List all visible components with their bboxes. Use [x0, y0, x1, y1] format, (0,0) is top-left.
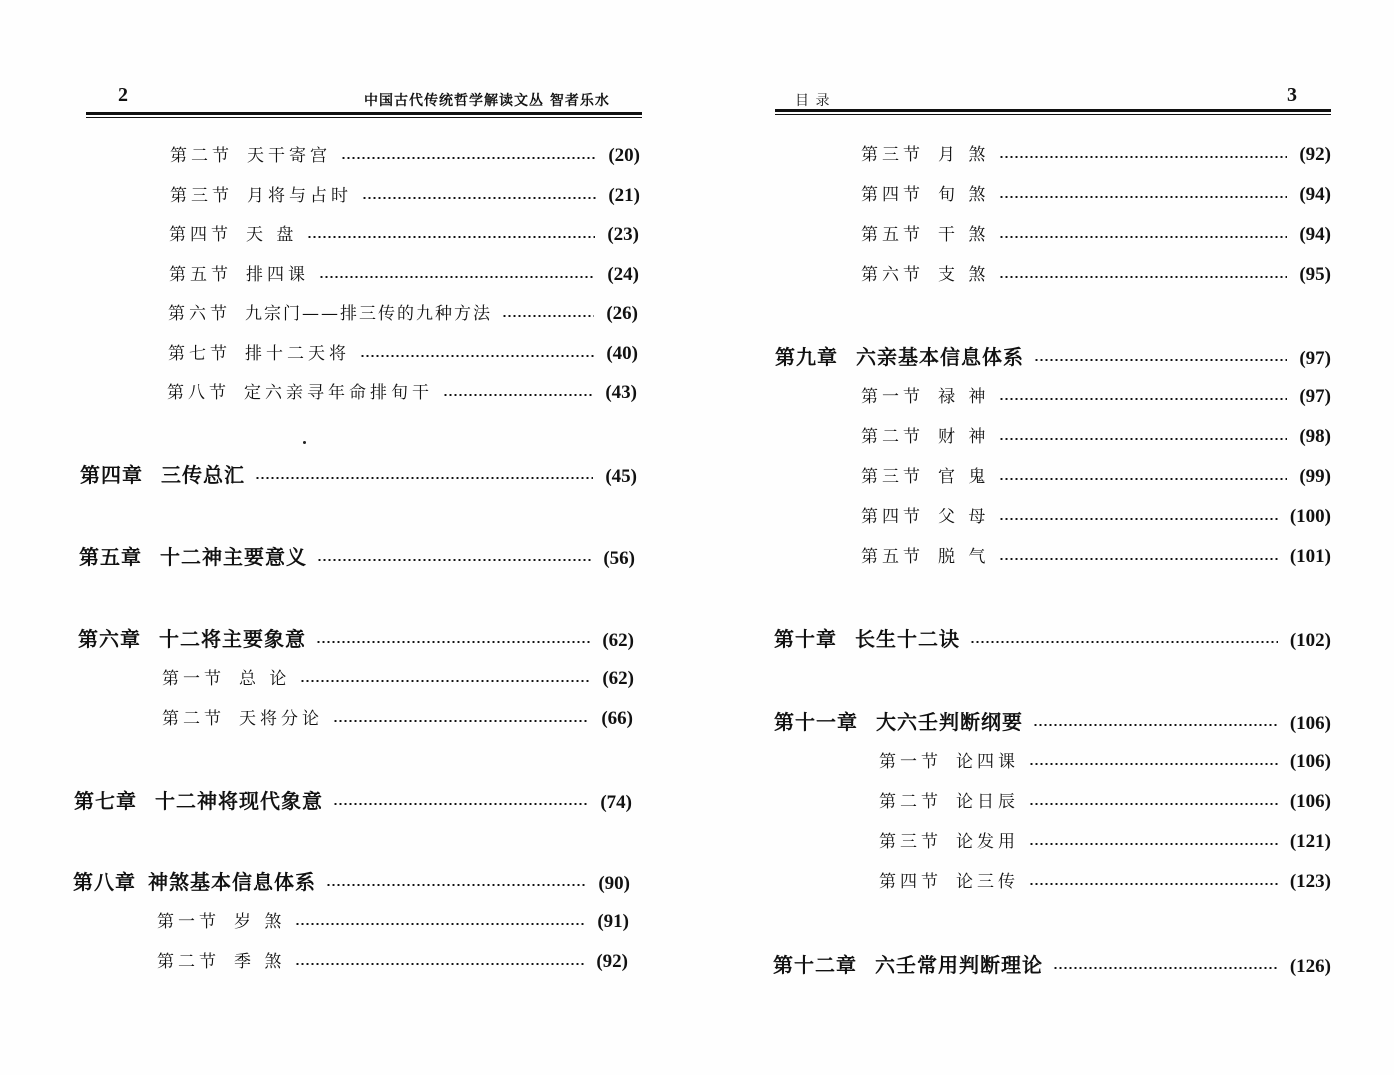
toc-entry[interactable]: [167, 378, 637, 404]
toc-page-number: (126): [1289, 956, 1331, 977]
dot-leader: [502, 315, 594, 317]
toc-label: 第二节: [157, 952, 220, 972]
toc-label: 第一节: [162, 669, 225, 689]
dot-leader: [255, 477, 593, 479]
toc-page-number: (62): [602, 668, 634, 689]
toc-title: 六亲基本信息体系: [856, 345, 1024, 369]
dot-leader: [1034, 359, 1287, 361]
toc-label: 第四节: [861, 185, 924, 205]
toc-entry[interactable]: [879, 747, 1331, 773]
toc-chapter[interactable]: [774, 623, 1331, 652]
toc-chapter[interactable]: [80, 459, 637, 488]
toc-page-number: (100): [1289, 506, 1331, 527]
toc-title: 季 煞: [234, 952, 286, 972]
toc-label: 第三节: [170, 186, 233, 206]
toc-label: 第十章: [774, 627, 837, 651]
dot-leader: [362, 197, 596, 199]
dot-leader: [999, 276, 1287, 278]
toc-label: 第二节: [861, 427, 924, 447]
toc-chapter[interactable]: [773, 949, 1331, 978]
toc-label: 第七章: [74, 789, 137, 813]
dot-leader: [341, 157, 596, 159]
toc-title: 支 煞: [938, 265, 990, 285]
toc-title: 排四课: [246, 265, 309, 285]
toc-page-number: (106): [1289, 791, 1331, 812]
toc-title: 排十二天将: [245, 344, 350, 364]
toc-chapter[interactable]: [74, 785, 632, 814]
dot-leader: [999, 156, 1287, 158]
toc-entry[interactable]: [879, 787, 1331, 813]
dot-leader: [295, 963, 584, 965]
toc-page-number: (97): [1299, 386, 1331, 407]
toc-entry[interactable]: [879, 867, 1331, 893]
dot-leader: [999, 478, 1287, 480]
toc-page-number: (123): [1289, 871, 1331, 892]
toc-label: 第三节: [861, 145, 924, 165]
toc-title: 天干寄宫: [247, 146, 331, 166]
toc-page-number: (99): [1299, 466, 1331, 487]
dot-leader: [333, 720, 589, 722]
toc-page-number: (62): [602, 630, 634, 651]
toc-title: 父 母: [938, 507, 990, 527]
toc-chapter[interactable]: [79, 541, 635, 570]
toc-label: 第二节: [879, 792, 942, 812]
dot-leader: [443, 394, 593, 396]
toc-title: 论日辰: [956, 792, 1019, 812]
toc-entry[interactable]: [169, 260, 639, 286]
toc-label: 第八节: [167, 383, 230, 403]
toc-title: 十二神主要意义: [160, 545, 307, 569]
toc-entry[interactable]: [169, 220, 639, 246]
toc-title: 官 鬼: [938, 467, 990, 487]
toc-label: 第七节: [168, 344, 231, 364]
dot-leader: [999, 196, 1287, 198]
toc-title: 脱 气: [938, 547, 990, 567]
toc-entry[interactable]: [861, 542, 1331, 568]
toc-label: 第九章: [775, 345, 838, 369]
toc-label: 第四节: [879, 872, 942, 892]
toc-label: 第五节: [861, 225, 924, 245]
toc-title: 十二将主要象意: [159, 627, 306, 651]
toc-page-number: (26): [606, 303, 638, 324]
dot-leader: [999, 398, 1287, 400]
header-rule: [775, 109, 1331, 112]
toc-page-number: (24): [607, 264, 639, 285]
toc-page-number: (92): [1299, 144, 1331, 165]
toc-page-number: (94): [1299, 184, 1331, 205]
toc-entry[interactable]: [861, 382, 1331, 408]
toc-label: 第二节: [170, 146, 233, 166]
toc-entry[interactable]: [861, 260, 1331, 286]
toc-title: 旬 煞: [938, 185, 990, 205]
dot-leader: [326, 884, 586, 886]
toc-title: 论四课: [956, 752, 1019, 772]
toc-label: 第五节: [861, 547, 924, 567]
dot-leader: [1029, 763, 1278, 765]
toc-page-number: (74): [600, 792, 632, 813]
toc-entry[interactable]: [157, 947, 628, 973]
toc-title: 禄 神: [938, 387, 990, 407]
toc-page-number: (95): [1299, 264, 1331, 285]
dot-leader: [319, 276, 595, 278]
dot-leader: [300, 680, 590, 682]
toc-page-number: (102): [1289, 630, 1331, 651]
toc-entry[interactable]: [162, 704, 633, 730]
toc-title: 定六亲寻年命排旬干: [244, 383, 433, 403]
toc-label: 第八章: [73, 870, 136, 894]
toc-page-number: (56): [603, 548, 635, 569]
running-header: 中国古代传统哲学解读文丛 智者乐水: [364, 93, 610, 109]
header-rule-thin: [775, 114, 1331, 115]
toc-page-number: (66): [601, 708, 633, 729]
toc-entry[interactable]: [861, 462, 1331, 488]
dot-leader: [307, 236, 595, 238]
dot-leader: [295, 923, 585, 925]
toc-entry[interactable]: [170, 181, 640, 207]
toc-title: 论发用: [956, 832, 1019, 852]
toc-chapter[interactable]: [775, 341, 1331, 370]
toc-page-number: (98): [1299, 426, 1331, 447]
toc-page-number: (91): [597, 911, 629, 932]
toc-chapter[interactable]: [774, 706, 1331, 735]
dot-leader: [999, 558, 1277, 560]
toc-title: 十二神将现代象意: [155, 789, 323, 813]
toc-entry[interactable]: [168, 339, 638, 365]
toc-page-number: (43): [605, 382, 637, 403]
toc-label: 第十二章: [773, 953, 857, 977]
toc-entry[interactable]: [861, 220, 1331, 246]
toc-page-number: (40): [606, 343, 638, 364]
toc-title: 九宗门——排三传的九种方法: [245, 304, 492, 324]
toc-label: 第一节: [157, 912, 220, 932]
toc-label: 第五节: [169, 265, 232, 285]
toc-title: 六壬常用判断理论: [875, 953, 1043, 977]
toc-page-number: (121): [1289, 831, 1331, 852]
toc-page-number: (97): [1299, 348, 1331, 369]
dot-leader: [999, 438, 1287, 440]
toc-label: 第六章: [78, 627, 141, 651]
toc-page-number: (94): [1299, 224, 1331, 245]
toc-label: 第六节: [861, 265, 924, 285]
dot-leader: [1033, 724, 1278, 726]
toc-entry[interactable]: [168, 299, 638, 325]
toc-label: 第三节: [861, 467, 924, 487]
toc-entry[interactable]: [879, 827, 1331, 853]
toc-page-number: (106): [1289, 751, 1331, 772]
right-page: [697, 0, 1394, 1075]
dot-leader: [999, 518, 1277, 520]
toc-page-number: (45): [605, 466, 637, 487]
toc-page-number: (92): [596, 951, 628, 972]
toc-page-number: (21): [608, 185, 640, 206]
toc-page-number: (90): [598, 873, 630, 894]
header-rule: [86, 112, 642, 115]
toc-title: 天将分论: [239, 709, 323, 729]
toc-page-number: (101): [1289, 546, 1331, 567]
toc-chapter[interactable]: [73, 866, 630, 895]
toc-title: 神煞基本信息体系: [148, 870, 316, 894]
toc-title: 月 煞: [938, 145, 990, 165]
toc-entry[interactable]: [861, 422, 1331, 448]
dot-leader: [360, 355, 594, 357]
dot-leader: [1029, 883, 1278, 885]
toc-title: 三传总汇: [161, 463, 245, 487]
toc-label: 第六节: [168, 304, 231, 324]
toc-entry[interactable]: [861, 140, 1331, 166]
dot-leader: [317, 559, 591, 561]
toc-label: 第十一章: [774, 710, 858, 734]
page-number: 2: [118, 84, 128, 106]
toc-entry[interactable]: [157, 907, 629, 933]
dot-leader: [970, 641, 1278, 643]
dot-leader: [1029, 843, 1278, 845]
toc-title: 论三传: [956, 872, 1019, 892]
toc-label: 第四章: [80, 463, 143, 487]
toc-title: 天 盘: [246, 225, 298, 245]
toc-page-number: (106): [1289, 713, 1331, 734]
running-header: 目 录: [795, 93, 831, 109]
toc-entry[interactable]: [170, 141, 640, 167]
toc-title: 总 论: [239, 669, 291, 689]
toc-label: 第四节: [861, 507, 924, 527]
toc-label: 第三节: [879, 832, 942, 852]
toc-entry[interactable]: [861, 502, 1331, 528]
dot-leader: [999, 236, 1287, 238]
toc-title: 长生十二诀: [855, 627, 960, 651]
dot-leader: [1053, 967, 1278, 969]
toc-page-number: (20): [608, 145, 640, 166]
toc-entry[interactable]: [162, 664, 634, 690]
toc-title: 干 煞: [938, 225, 990, 245]
toc-entry[interactable]: [861, 180, 1331, 206]
toc-title: 岁 煞: [234, 912, 286, 932]
dot-leader: [316, 641, 590, 643]
toc-label: 第一节: [879, 752, 942, 772]
toc-label: 第二节: [162, 709, 225, 729]
page-number: 3: [1287, 84, 1297, 106]
toc-title: 财 神: [938, 427, 990, 447]
toc-title: 月将与占时: [247, 186, 352, 206]
toc-page-number: (23): [607, 224, 639, 245]
dot-leader: [1029, 803, 1278, 805]
toc-label: 第五章: [79, 545, 142, 569]
toc-label: 第四节: [169, 225, 232, 245]
toc-label: 第一节: [861, 387, 924, 407]
header-rule-thin: [86, 117, 642, 118]
toc-title: 大六壬判断纲要: [876, 710, 1023, 734]
toc-chapter[interactable]: [78, 623, 634, 652]
print-speck: [303, 441, 306, 444]
dot-leader: [333, 803, 588, 805]
